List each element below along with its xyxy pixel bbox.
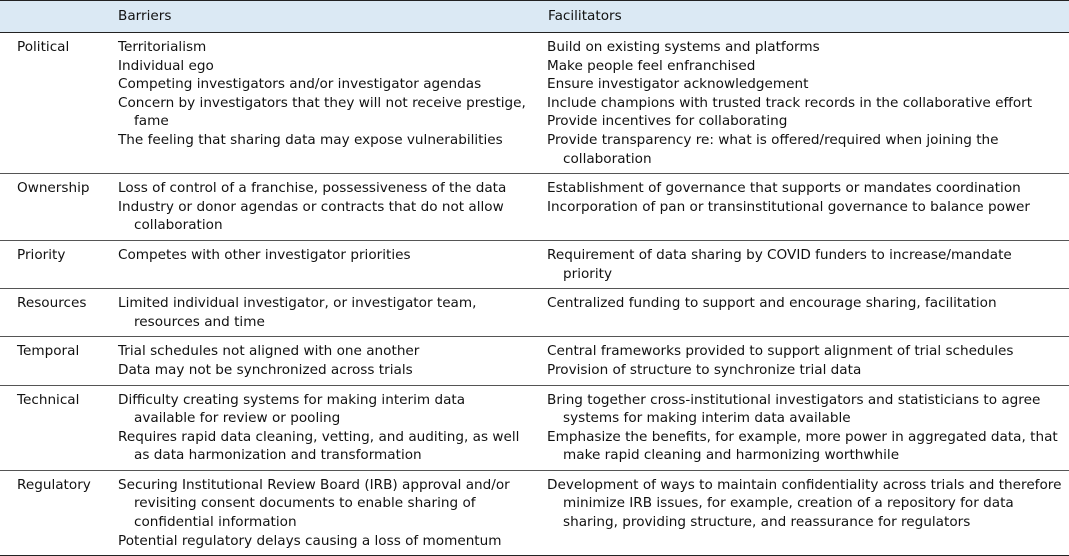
table-row [0,470,1069,555]
table-row [0,174,1069,241]
row-facilitators [529,385,1069,470]
row-facilitators [529,289,1069,337]
barrier-item: Loss of control of a franchise, possessiveness of the data [118,180,507,197]
facilitator-item: Establishment of governance that supports or mandates coordination [547,180,1021,197]
row-category: Regulatory [0,470,107,555]
barrier-item: Data may not be synchronized across trials [118,361,413,378]
barrier-item: Competing investigators and/or investigator agendas [118,76,482,93]
barrier-item: Industry or donor agendas or contracts that do not allow collaboration [118,198,504,234]
row-category: Ownership [0,174,107,241]
barrier-item: Concern by investigators that they will not receive prestige, fame [118,94,526,130]
row-category: Resources [0,289,107,337]
barrier-item: Trial schedules not aligned with one another [118,343,420,360]
barrier-item: The feeling that sharing data may expose vulnerabilities [118,131,503,148]
row-category: Political [0,33,107,174]
barrier-item: Individual ego [118,57,214,74]
row-category: Temporal [0,337,107,385]
table-row [0,240,1069,288]
facilitator-item: Build on existing systems and platforms [547,39,820,55]
row-category: Technical [0,385,107,470]
table-row [0,289,1069,337]
facilitator-item: Provide incentives for collaborating [547,113,788,130]
facilitator-item: Centralized funding to support and encourage sharing, facilitation [547,295,997,312]
facilitator-item: Provision of structure to synchronize trial data [547,361,862,378]
row-barriers [107,337,529,385]
row-facilitators [529,33,1069,174]
facilitator-item: Incorporation of pan or transinstitutional governance to balance power [547,198,1030,215]
header-row [0,1,1069,33]
row-facilitators [529,174,1069,241]
table-row [0,337,1069,385]
facilitator-item: Provide transparency re: what is offered/required when joining the collaboration [547,131,999,167]
facilitator-item: Ensure investigator acknowledgement [547,76,809,93]
row-barriers [107,33,529,174]
barrier-item: Difficulty creating systems for making interim data available for review or pooling [118,391,466,427]
row-barriers [107,174,529,241]
facilitator-item: Central frameworks provided to support alignment of trial schedules [547,343,1014,360]
facilitator-item: Include champions with trusted track records in the collaborative effort [547,94,1033,111]
row-barriers [107,240,529,288]
table-row [0,385,1069,470]
header-barriers: Barriers [107,1,529,33]
barrier-item: Competes with other investigator priorities [118,246,411,263]
barrier-item: Limited individual investigator, or investigator team, resources and time [118,295,477,330]
facilitator-item: Requirement of data sharing by COVID funders to increase/mandate priority [547,246,1012,282]
row-barriers [107,289,529,337]
barrier-item: Requires rapid data cleaning, vetting, and auditing, as well as data harmonization and transformation [118,428,520,464]
header-category [0,1,107,33]
barrier-item: Potential regulatory delays causing a loss of momentum [118,532,502,549]
row-facilitators [529,337,1069,385]
facilitator-item: Emphasize the benefits, for example, more power in aggregated data, that make rapid cleaning and harmonizing worthwhile [547,428,1058,464]
table-row [0,33,1069,174]
header-facilitators: Facilitators [529,1,1069,33]
row-facilitators [529,470,1069,555]
facilitator-item: Development of ways to maintain confidentiality across trials and therefore minimize IRB issues, for example, creation of a repository for data sharing, providing structure, and reassurance for regulators [547,476,1062,531]
facilitator-item: Bring together cross-institutional investigators and statisticians to agree systems for making interim data available [547,391,1041,427]
row-barriers [107,470,529,555]
barrier-item: Securing Institutional Review Board (IRB) approval and/or revisiting consent documents to enable sharing of confidential information [118,476,510,531]
row-barriers [107,385,529,470]
barrier-item: Territorialism [118,39,207,55]
facilitator-item: Make people feel enfranchised [547,57,756,74]
row-facilitators [529,240,1069,288]
row-category: Priority [0,240,107,288]
table-body [0,33,1069,556]
